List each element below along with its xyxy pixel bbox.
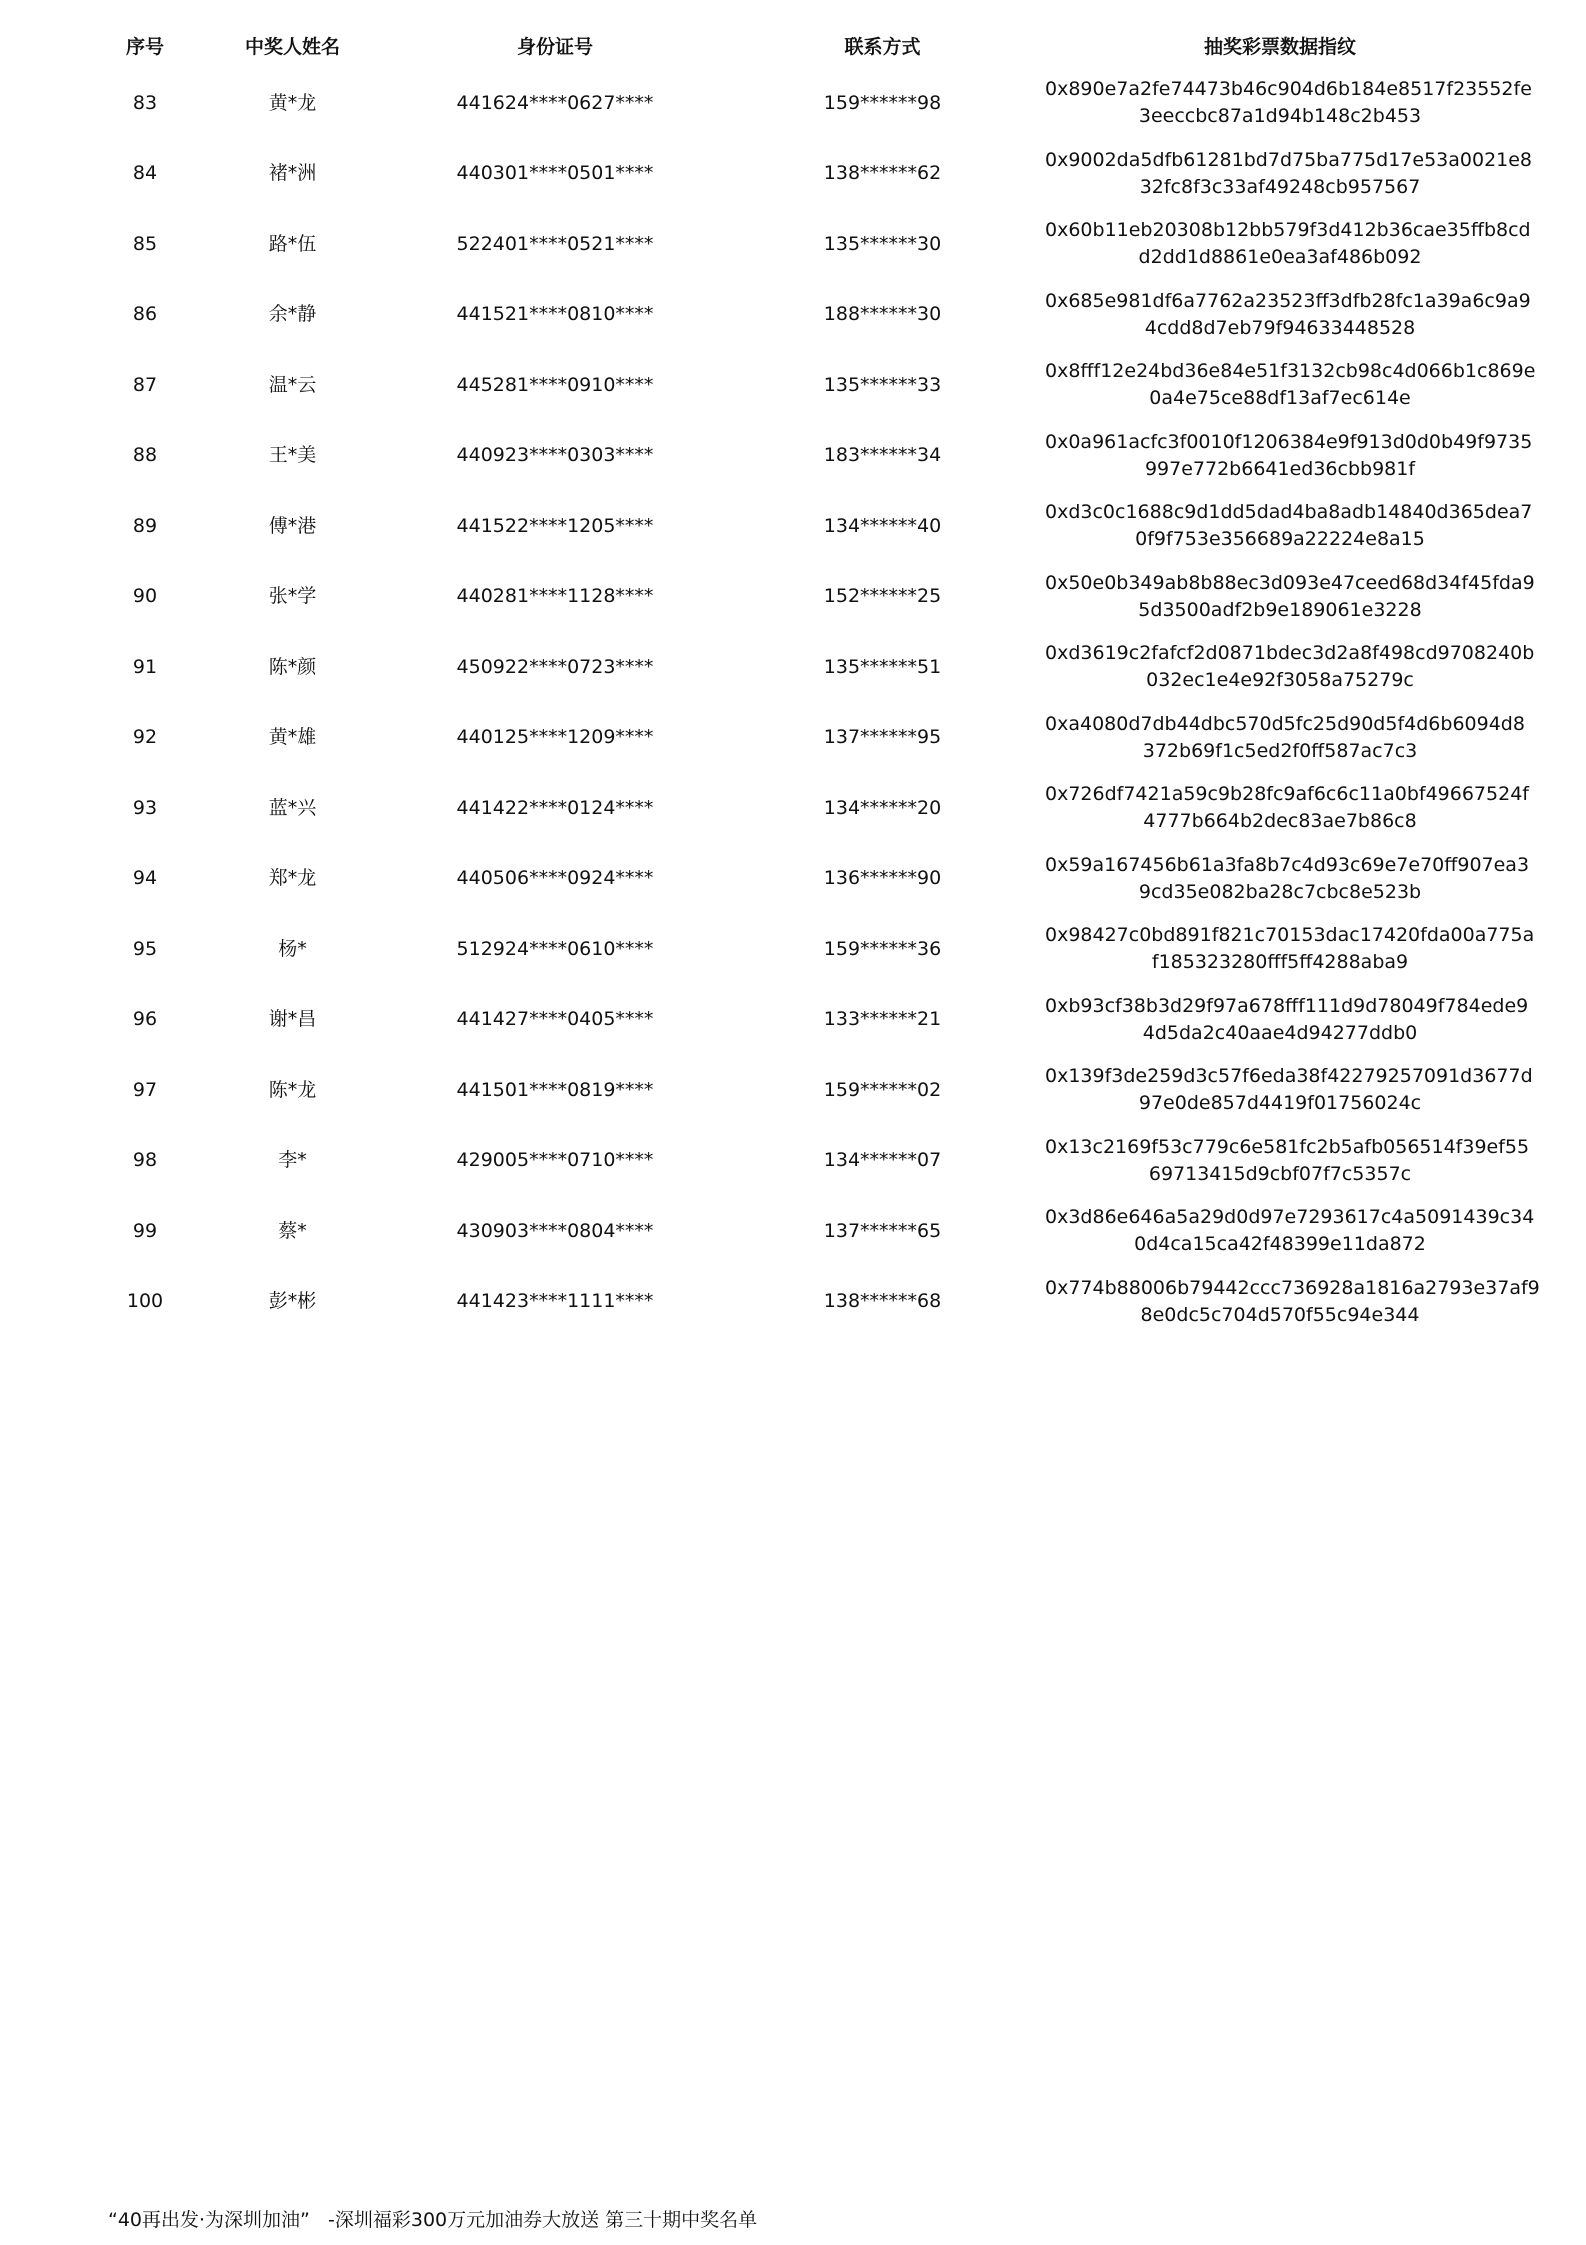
- table-row: [95, 209, 1515, 280]
- cell-contact: 135******30: [823, 232, 942, 255]
- header-serial-number: 序号: [125, 35, 164, 58]
- fingerprint-line: 97e0de857d4419f01756024c: [1138, 1092, 1422, 1115]
- fingerprint-line: 0f9f753e356689a22224e8a15: [1135, 528, 1425, 551]
- table-row: [95, 562, 1515, 633]
- fingerprint-line: 4d5da2c40aae4d94277ddb0: [1142, 1021, 1418, 1044]
- cell-winner-name: 蓝*兴: [268, 796, 317, 819]
- winners-table: [95, 22, 1540, 1337]
- cell-ticket-fingerprint: [1045, 562, 1535, 633]
- cell-winner-name: 傅*港: [268, 514, 317, 537]
- cell-id-number: 441522****1205****: [456, 514, 654, 537]
- fingerprint-line: 0x774b88006b79442ccc736928a1816a2793e37af9: [1045, 1276, 1540, 1299]
- cell-serial-number: 94: [132, 867, 158, 890]
- cell-id-number: 445281****0910****: [456, 373, 654, 396]
- cell-id-number: 522401****0521****: [456, 232, 654, 255]
- cell-id-number: 440506****0924****: [456, 867, 654, 890]
- cell-serial-number: 100: [126, 1290, 164, 1313]
- cell-winner-name: 彭*彬: [268, 1290, 317, 1313]
- cell-contact: 159******02: [823, 1078, 942, 1101]
- cell-contact: 188******30: [823, 303, 942, 326]
- table-header-row: [95, 22, 1515, 68]
- table-body: [95, 68, 1540, 1337]
- fingerprint-line: 032ec1e4e92f3058a75279c: [1146, 669, 1414, 692]
- cell-contact: 159******98: [823, 91, 942, 114]
- cell-ticket-fingerprint: [1045, 491, 1533, 562]
- cell-serial-number: 89: [132, 514, 158, 537]
- cell-winner-name: 李*: [278, 1149, 307, 1172]
- cell-id-number: 440923****0303****: [456, 444, 654, 467]
- table-row: [95, 914, 1515, 985]
- header-ticket-fingerprint: 抽奖彩票数据指纹: [1203, 35, 1356, 58]
- cell-id-number: 429005****0710****: [456, 1149, 654, 1172]
- cell-winner-name: 张*学: [268, 585, 317, 608]
- table-row: [95, 1267, 1515, 1338]
- cell-contact: 134******07: [823, 1149, 942, 1172]
- fingerprint-line: 0x726df7421a59c9b28fc9af6c6c11a0bf49667524f: [1045, 783, 1529, 806]
- table-row: [95, 703, 1515, 774]
- cell-id-number: 512924****0610****: [456, 937, 654, 960]
- table-row: [95, 632, 1515, 703]
- cell-serial-number: 92: [132, 726, 158, 749]
- table-row: [95, 491, 1515, 562]
- table-row: [95, 68, 1515, 139]
- fingerprint-line: 4777b664b2dec83ae7b86c8: [1143, 810, 1417, 833]
- cell-contact: 135******33: [823, 373, 942, 396]
- cell-serial-number: 99: [132, 1219, 158, 1242]
- fingerprint-line: 0x139f3de259d3c57f6eda38f42279257091d3677d: [1045, 1065, 1533, 1088]
- cell-ticket-fingerprint: [1045, 1196, 1535, 1267]
- table-row: [95, 139, 1515, 210]
- cell-contact: 135******51: [823, 655, 942, 678]
- fingerprint-line: 0x60b11eb20308b12bb579f3d412b36cae35ffb8cd: [1045, 219, 1531, 242]
- cell-serial-number: 87: [132, 373, 158, 396]
- cell-contact: 138******68: [823, 1290, 942, 1313]
- fingerprint-line: 0d4ca15ca42f48399e11da872: [1134, 1233, 1426, 1256]
- cell-serial-number: 93: [132, 796, 158, 819]
- fingerprint-line: 0x9002da5dfb61281bd7d75ba775d17e53a0021e8: [1045, 148, 1533, 171]
- cell-ticket-fingerprint: [1045, 1055, 1533, 1126]
- cell-ticket-fingerprint: [1045, 632, 1535, 703]
- footer-text: “40再出发·为深圳加油” -深圳福彩300万元加油券大放送 第三十期中奖名单: [108, 2209, 758, 2231]
- cell-ticket-fingerprint: [1045, 209, 1531, 280]
- fingerprint-line: 3eeccbc87a1d94b148c2b453: [1138, 105, 1422, 128]
- cell-serial-number: 84: [132, 162, 158, 185]
- fingerprint-line: 8e0dc5c704d570f55c94e344: [1140, 1303, 1420, 1326]
- fingerprint-line: 0x13c2169f53c779c6e581fc2b5afb056514f39ef55: [1045, 1135, 1530, 1158]
- fingerprint-line: 0x50e0b349ab8b88ec3d093e47ceed68d34f45fda9: [1045, 571, 1535, 594]
- cell-contact: 159******36: [823, 937, 942, 960]
- fingerprint-line: 0x890e7a2fe74473b46c904d6b184e8517f23552fe: [1045, 78, 1532, 101]
- cell-winner-name: 黄*龙: [268, 91, 317, 114]
- cell-id-number: 440301****0501****: [456, 162, 654, 185]
- cell-id-number: 441427****0405****: [456, 1008, 654, 1031]
- table-row: [95, 421, 1515, 492]
- cell-serial-number: 83: [132, 91, 158, 114]
- cell-contact: 152******25: [823, 585, 942, 608]
- table-row: [95, 773, 1515, 844]
- cell-ticket-fingerprint: [1045, 280, 1531, 351]
- header-id-number: 身份证号: [516, 35, 593, 58]
- fingerprint-line: 372b69f1c5ed2f0ff587ac7c3: [1142, 739, 1418, 762]
- fingerprint-line: 4cdd8d7eb79f94633448528: [1144, 316, 1416, 339]
- fingerprint-line: 997e772b6641ed36cbb981f: [1144, 457, 1416, 480]
- cell-ticket-fingerprint: [1045, 1126, 1530, 1197]
- cell-contact: 134******20: [823, 796, 942, 819]
- fingerprint-line: 0xa4080d7db44dbc570d5fc25d90d5f4d6b6094d8: [1045, 712, 1525, 735]
- cell-contact: 134******40: [823, 514, 942, 537]
- fingerprint-line: 0xd3c0c1688c9d1dd5dad4ba8adb14840d365dea7: [1045, 501, 1533, 524]
- cell-winner-name: 陈*龙: [268, 1078, 317, 1101]
- cell-ticket-fingerprint: [1045, 773, 1529, 844]
- cell-id-number: 441423****1111****: [456, 1290, 654, 1313]
- table-row: [95, 1055, 1515, 1126]
- cell-ticket-fingerprint: [1045, 139, 1533, 210]
- header-winner-name: 中奖人姓名: [244, 35, 340, 58]
- cell-serial-number: 96: [132, 1008, 158, 1031]
- cell-ticket-fingerprint: [1045, 350, 1536, 421]
- cell-winner-name: 余*静: [268, 303, 317, 326]
- fingerprint-line: 0x685e981df6a7762a23523ff3dfb28fc1a39a6c9a9: [1045, 289, 1531, 312]
- cell-winner-name: 蔡*: [278, 1219, 307, 1242]
- fingerprint-line: 0xd3619c2fafcf2d0871bdec3d2a8f498cd9708240b: [1045, 642, 1535, 665]
- cell-winner-name: 王*美: [268, 444, 317, 467]
- cell-ticket-fingerprint: [1045, 985, 1529, 1056]
- fingerprint-line: d2dd1d8861e0ea3af486b092: [1138, 246, 1422, 269]
- cell-id-number: 430903****0804****: [456, 1219, 654, 1242]
- header-contact: 联系方式: [844, 35, 921, 58]
- footer-caption: [108, 2205, 757, 2232]
- cell-ticket-fingerprint: [1045, 914, 1535, 985]
- cell-contact: 137******95: [823, 726, 942, 749]
- cell-id-number: 441624****0627****: [456, 91, 654, 114]
- cell-winner-name: 路*伍: [268, 232, 317, 255]
- cell-id-number: 440125****1209****: [456, 726, 654, 749]
- cell-ticket-fingerprint: [1045, 1267, 1540, 1338]
- cell-contact: 137******65: [823, 1219, 942, 1242]
- table-row: [95, 985, 1515, 1056]
- fingerprint-line: f185323280fff5ff4288aba9: [1151, 951, 1409, 974]
- cell-serial-number: 98: [132, 1149, 158, 1172]
- cell-serial-number: 86: [132, 303, 158, 326]
- fingerprint-line: 9cd35e082ba28c7cbc8e523b: [1138, 880, 1422, 903]
- cell-serial-number: 91: [132, 655, 158, 678]
- cell-ticket-fingerprint: [1045, 844, 1530, 915]
- cell-contact: 138******62: [823, 162, 942, 185]
- cell-contact: 133******21: [823, 1008, 942, 1031]
- fingerprint-line: 5d3500adf2b9e189061e3228: [1138, 598, 1422, 621]
- cell-id-number: 441521****0810****: [456, 303, 654, 326]
- cell-serial-number: 90: [132, 585, 158, 608]
- table-row: [95, 1196, 1515, 1267]
- fingerprint-line: 0x3d86e646a5a29d0d97e7293617c4a5091439c34: [1045, 1206, 1535, 1229]
- cell-id-number: 450922****0723****: [456, 655, 654, 678]
- cell-id-number: 440281****1128****: [456, 585, 654, 608]
- fingerprint-line: 69713415d9cbf07f7c5357c: [1148, 1162, 1412, 1185]
- cell-serial-number: 88: [132, 444, 158, 467]
- fingerprint-line: 0x0a961acfc3f0010f1206384e9f913d0d0b49f9735: [1045, 430, 1533, 453]
- table-row: [95, 1126, 1515, 1197]
- cell-winner-name: 黄*雄: [268, 726, 317, 749]
- cell-serial-number: 97: [132, 1078, 158, 1101]
- cell-contact: 183******34: [823, 444, 942, 467]
- fingerprint-line: 0x8fff12e24bd36e84e51f3132cb98c4d066b1c869e: [1045, 360, 1536, 383]
- fingerprint-line: 32fc8f3c33af49248cb957567: [1139, 175, 1421, 198]
- cell-ticket-fingerprint: [1045, 68, 1532, 139]
- fingerprint-line: 0x59a167456b61a3fa8b7c4d93c69e7e70ff907ea3: [1045, 853, 1530, 876]
- cell-ticket-fingerprint: [1045, 703, 1525, 774]
- cell-serial-number: 95: [132, 937, 158, 960]
- cell-ticket-fingerprint: [1045, 421, 1533, 492]
- cell-winner-name: 陈*颜: [268, 655, 317, 678]
- table-row: [95, 350, 1515, 421]
- fingerprint-line: 0a4e75ce88df13af7ec614e: [1149, 387, 1411, 410]
- cell-winner-name: 褚*洲: [268, 162, 317, 185]
- fingerprint-line: 0xb93cf38b3d29f97a678fff111d9d78049f784ede9: [1045, 994, 1529, 1017]
- cell-serial-number: 85: [132, 232, 158, 255]
- table-row: [95, 844, 1515, 915]
- table-row: [95, 280, 1515, 351]
- cell-winner-name: 杨*: [278, 937, 307, 960]
- cell-winner-name: 谢*昌: [268, 1008, 317, 1031]
- fingerprint-line: 0x98427c0bd891f821c70153dac17420fda00a775a: [1045, 924, 1535, 947]
- cell-id-number: 441422****0124****: [456, 796, 654, 819]
- cell-winner-name: 温*云: [268, 373, 317, 396]
- cell-contact: 136******90: [823, 867, 942, 890]
- cell-id-number: 441501****0819****: [456, 1078, 654, 1101]
- cell-winner-name: 郑*龙: [268, 867, 317, 890]
